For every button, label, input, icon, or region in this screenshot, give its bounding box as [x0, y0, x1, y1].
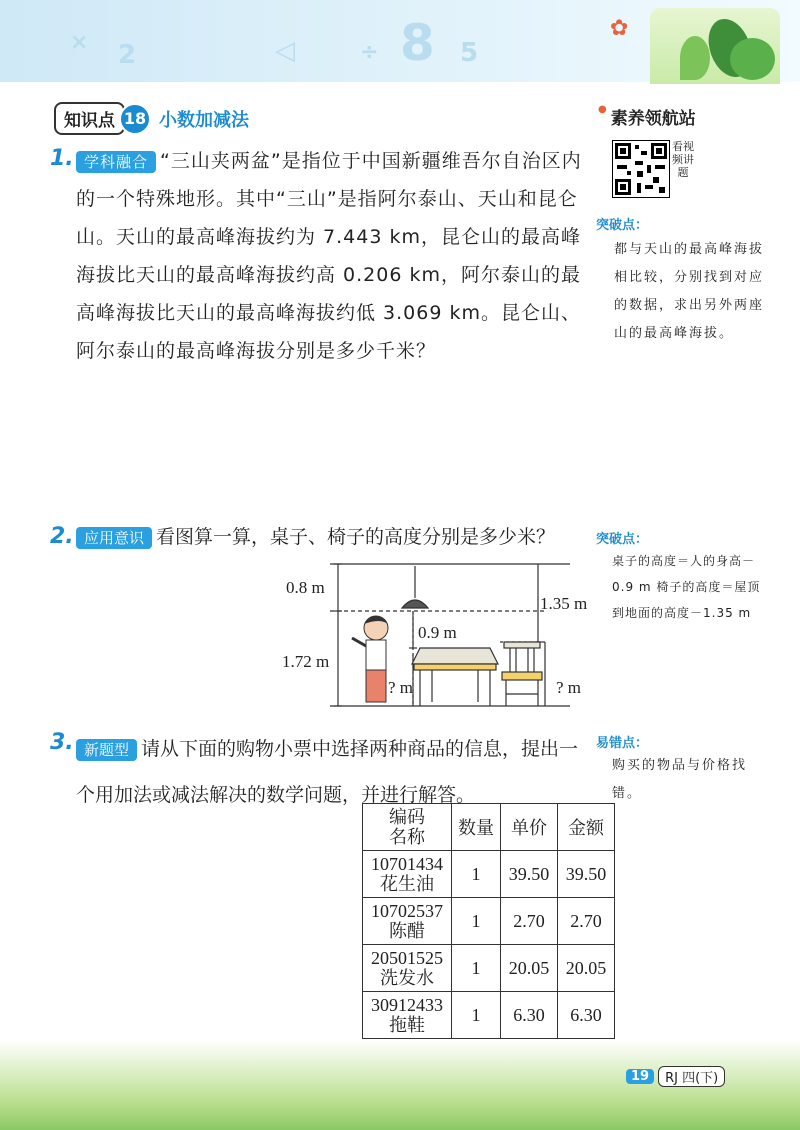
- decor-digit: 2: [118, 40, 137, 70]
- butterfly-icon: ✿: [610, 16, 629, 41]
- shopping-receipt-table: [362, 803, 615, 1039]
- cell-qty: 1: [452, 945, 501, 992]
- cell-price: 20.05: [501, 945, 558, 992]
- table-row: [363, 945, 615, 992]
- side-note-3-label: 易错点：: [596, 736, 649, 751]
- question-2: [76, 520, 596, 554]
- cell-code-name: 20501525 洗发水: [363, 945, 452, 992]
- qr-code-icon[interactable]: [612, 140, 670, 198]
- qr-caption: 看视频讲题: [672, 140, 694, 179]
- header-amount: 金额: [558, 804, 615, 851]
- label-0-8m: 0.8 m: [286, 578, 325, 597]
- decor-five: 5: [460, 38, 479, 68]
- question-2-tag: 应用意识: [76, 527, 152, 549]
- cell-price: 39.50: [501, 851, 558, 898]
- cell-price: 6.30: [501, 992, 558, 1039]
- header-code-name: 编码 名称: [363, 804, 452, 851]
- header-qty: 数量: [452, 804, 501, 851]
- kp-label: 知识点: [54, 102, 125, 135]
- decor-triangle: ◁: [275, 36, 295, 66]
- side-note-1-text: 都与天山的最高峰海拔相比较，分别找到对应的数据，求出另外两座山的最高峰海拔。: [614, 242, 765, 341]
- cell-amount: 39.50: [558, 851, 615, 898]
- cell-code-name: 10702537 陈醋: [363, 898, 452, 945]
- cell-amount: 6.30: [558, 992, 615, 1039]
- decor-eight: 8: [400, 14, 435, 72]
- question-1: [76, 142, 588, 370]
- cell-amount: 2.70: [558, 898, 615, 945]
- question-2-text: 看图算一算，桌子、椅子的高度分别是多少米？: [156, 526, 556, 548]
- cell-code-name: 10701434 花生油: [363, 851, 452, 898]
- leaf-decoration: [610, 8, 780, 84]
- label-table-unknown: ? m: [388, 678, 414, 697]
- page-number: [626, 1066, 725, 1087]
- question-1-tag: 学科融合: [76, 151, 156, 173]
- side-note-2-label: 突破点：: [596, 532, 649, 547]
- side-note-1-label: 突破点：: [596, 218, 649, 233]
- cell-qty: 1: [452, 992, 501, 1039]
- table-row: [363, 851, 615, 898]
- side-note-3-text: 购买的物品与价格找错。: [612, 758, 748, 801]
- dot-icon: ●: [598, 104, 607, 115]
- label-0-9m: 0.9 m: [418, 623, 457, 642]
- edition-label: RJ 四(下): [658, 1066, 725, 1087]
- label-chair-unknown: ? m: [556, 678, 582, 697]
- kp-number: 18: [119, 103, 151, 135]
- question-2-number: 2.: [50, 524, 74, 549]
- question-1-text: “三山夹两盆”是指位于中国新疆维吾尔自治区内的一个特殊地形。其中“三山”是指阿尔泰山、天山和昆仑山。天山的最高峰海拔约为 7.443 km，昆仑山的最高峰海拔比天山的最高峰海拔约高 0.206 km，阿尔泰山的最高峰海拔比天山的最高峰海拔约低 3.069 km。昆仑山、阿尔泰山的最高峰海拔分别是多少千米？: [76, 150, 582, 362]
- label-1-72m: 1.72 m: [282, 652, 330, 671]
- knowledge-point-header: [54, 102, 249, 135]
- header-price: 单价: [501, 804, 558, 851]
- top-banner: [0, 0, 800, 82]
- question-3-text: 请从下面的购物小票中选择两种商品的信息，提出一个用加法或减法解决的数学问题，并进行解答。: [76, 738, 579, 806]
- cell-code-name: 30912433 拖鞋: [363, 992, 452, 1039]
- boy-figure: [352, 616, 388, 702]
- cell-amount: 20.05: [558, 945, 615, 992]
- table-row: [363, 992, 615, 1039]
- decor-divide: ÷: [360, 40, 379, 65]
- table-header-row: [363, 804, 615, 851]
- kp-title: 小数加减法: [159, 109, 249, 131]
- side-title: ● 素养领航站: [598, 104, 696, 129]
- cell-qty: 1: [452, 851, 501, 898]
- question-3-number: 3.: [50, 730, 74, 755]
- question-3-tag: 新题型: [76, 739, 137, 761]
- cell-price: 2.70: [501, 898, 558, 945]
- cell-qty: 1: [452, 898, 501, 945]
- label-1-35m: 1.35 m: [540, 594, 588, 613]
- page-number-badge: 19: [626, 1069, 654, 1084]
- question-1-number: 1.: [50, 146, 74, 171]
- decor-plus: ×: [70, 30, 89, 55]
- table-row: [363, 898, 615, 945]
- side-note-2-text: 桌子的高度＝人的身高－0.9 m 椅子的高度＝屋顶到地面的高度－1.35 m: [612, 554, 761, 620]
